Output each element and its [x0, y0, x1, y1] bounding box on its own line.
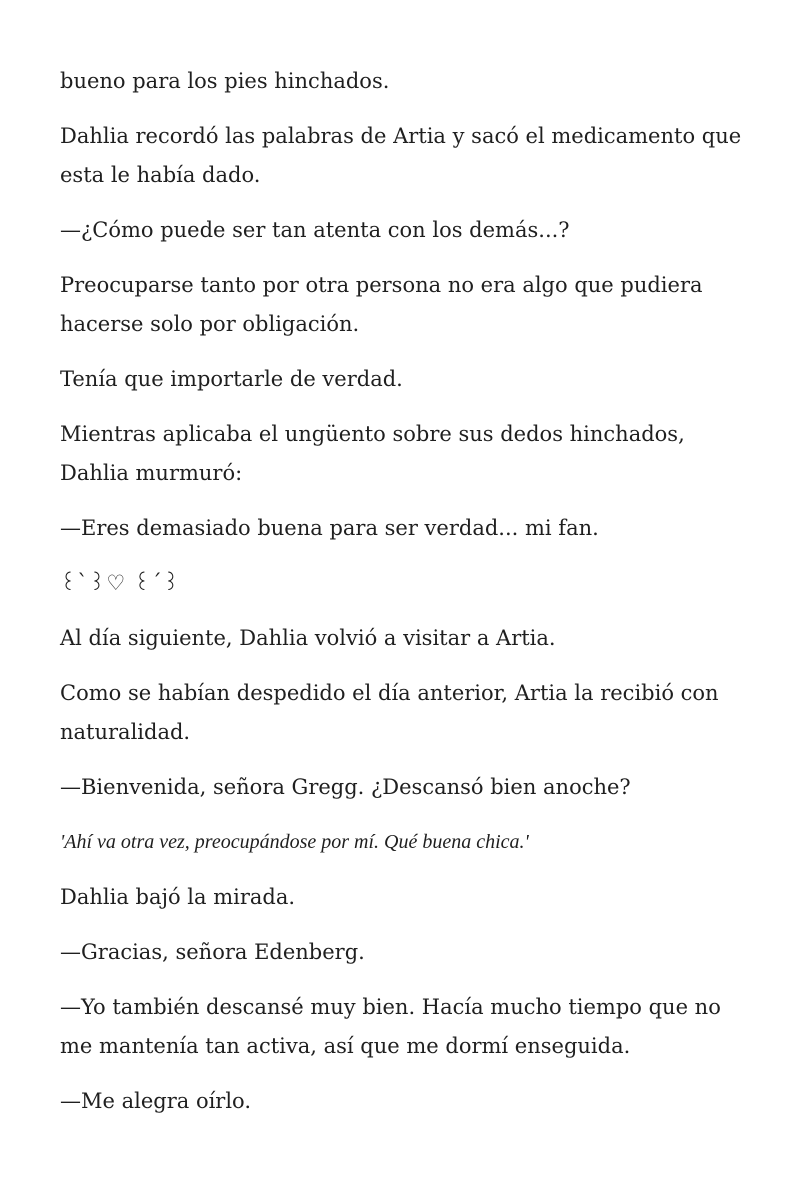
dialogue-line: —Bienvenida, señora Gregg. ¿Descansó bien anoche?	[60, 775, 631, 799]
scene-separator: ꒰`꒱♡ ꒰´꒱	[60, 571, 181, 595]
paragraph: Dahlia bajó la mirada.	[60, 885, 296, 909]
paragraph: Preocuparse tanto por otra persona no era algo que pudiera hacerse solo por obligación.	[60, 273, 703, 336]
dialogue-line: —Gracias, señora Edenberg.	[60, 940, 365, 964]
dialogue-line: —¿Cómo puede ser tan atenta con los demás...?	[60, 218, 570, 242]
dialogue-line: —Yo también descansé muy bien. Hacía mucho tiempo que no me mantenía tan activa, así que me dormí enseguida.	[60, 995, 721, 1058]
paragraph: Dahlia recordó las palabras de Artia y sacó el medicamento que esta le había dado.	[60, 124, 742, 187]
reading-page[interactable]	[60, 62, 750, 1137]
paragraph: Tenía que importarle de verdad.	[60, 367, 403, 391]
paragraph: Al día siguiente, Dahlia volvió a visitar a Artia.	[60, 626, 556, 650]
paragraph: Mientras aplicaba el ungüento sobre sus dedos hinchados, Dahlia murmuró:	[60, 422, 685, 485]
inner-thought: 'Ahí va otra vez, preocupándose por mí. Qué buena chica.'	[60, 831, 529, 853]
paragraph: bueno para los pies hinchados.	[60, 69, 390, 93]
dialogue-line: —Me alegra oírlo.	[60, 1089, 252, 1113]
dialogue-line: —Eres demasiado buena para ser verdad... mi fan.	[60, 516, 599, 540]
paragraph: Como se habían despedido el día anterior, Artia la recibió con naturalidad.	[60, 681, 719, 744]
